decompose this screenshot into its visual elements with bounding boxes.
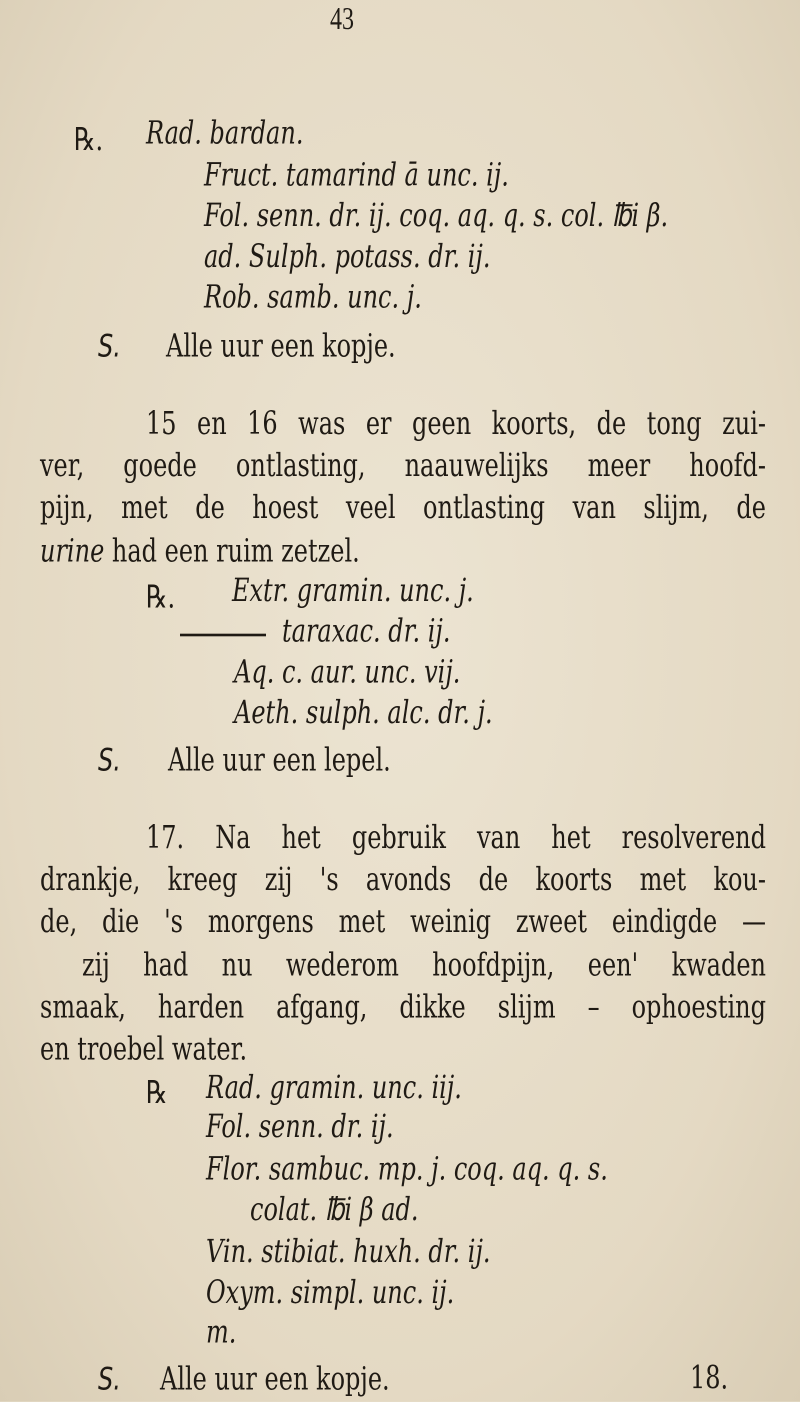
footer-page-number: 18. [690,1359,729,1397]
paragraph-line: smaak, harden afgang, dikke slijm – ophoesting [40,988,766,1026]
recipe-line: Fruct. tamarind ā unc. ij. [204,156,509,193]
recipe-line: Fol. senn. dr. ij. coq. aq. q. s. col. ℔i β. [204,196,669,234]
signa-label: S. [98,741,121,779]
paragraph-line: en troebel water. [40,1030,248,1068]
recipe-line: Vin. stibiat. huxh. dr. ij. [206,1233,491,1271]
ditto-rule [180,633,266,636]
urine-word: urine [40,531,105,569]
paragraph-line: drankje, kreeg zij 's avonds de koorts met kou- [40,861,766,899]
recipe-line: Fol. senn. dr. ij. [206,1108,394,1146]
paragraph-line: 15 en 16 was er geen koorts, de tong zui- [146,404,766,442]
recipe-line: Rad. bardan. [146,113,304,151]
recipe-line: Aq. c. aur. unc. vij. [234,653,461,691]
recipe-line: taraxac. dr. ij. [282,612,451,650]
recipe-symbol: ℞ [146,1074,168,1112]
recipe-line: Oxym. simpl. unc. ij. [206,1274,455,1312]
signa-label: S. [98,1360,121,1398]
paragraph-line: de, die 's morgens met weinig zweet eindigde — [40,903,766,941]
paragraph-line: pijn, met de hoest veel ontlasting van slijm, de [40,489,766,527]
recipe-line: Aeth. sulph. alc. dr. j. [234,694,493,731]
paragraph-line: urine had een ruim zetzel. [40,531,360,569]
signa-text: Alle uur een lepel. [168,741,391,779]
paragraph-line: 17. Na het gebruik van het resolverend [146,818,766,856]
paragraph-line: ver, goede ontlasting, naauwelijks meer hoofd- [40,447,766,484]
recipe-symbol: ℞. [74,120,104,158]
recipe-line: Extr. gramin. unc. j. [232,571,474,609]
page-number: 43 [330,2,354,37]
recipe-symbol: ℞. [146,578,176,616]
recipe-line: ad. Sulph. potass. dr. ij. [204,237,491,275]
signa-label: S. [98,327,121,365]
paragraph-line: zij had nu wederom hoofdpijn, een' kwaden [82,946,766,983]
recipe-line: colat. ℔i β ad. [250,1191,419,1229]
recipe-line: Rad. gramin. unc. iij. [206,1069,462,1106]
signa-text: Alle uur een kopje. [160,1360,390,1398]
signa-text: Alle uur een kopje. [166,327,396,365]
recipe-line: m. [206,1313,237,1351]
recipe-line: Rob. samb. unc. j. [204,278,422,316]
recipe-line: Flor. sambuc. mp. j. coq. aq. q. s. [206,1150,608,1188]
